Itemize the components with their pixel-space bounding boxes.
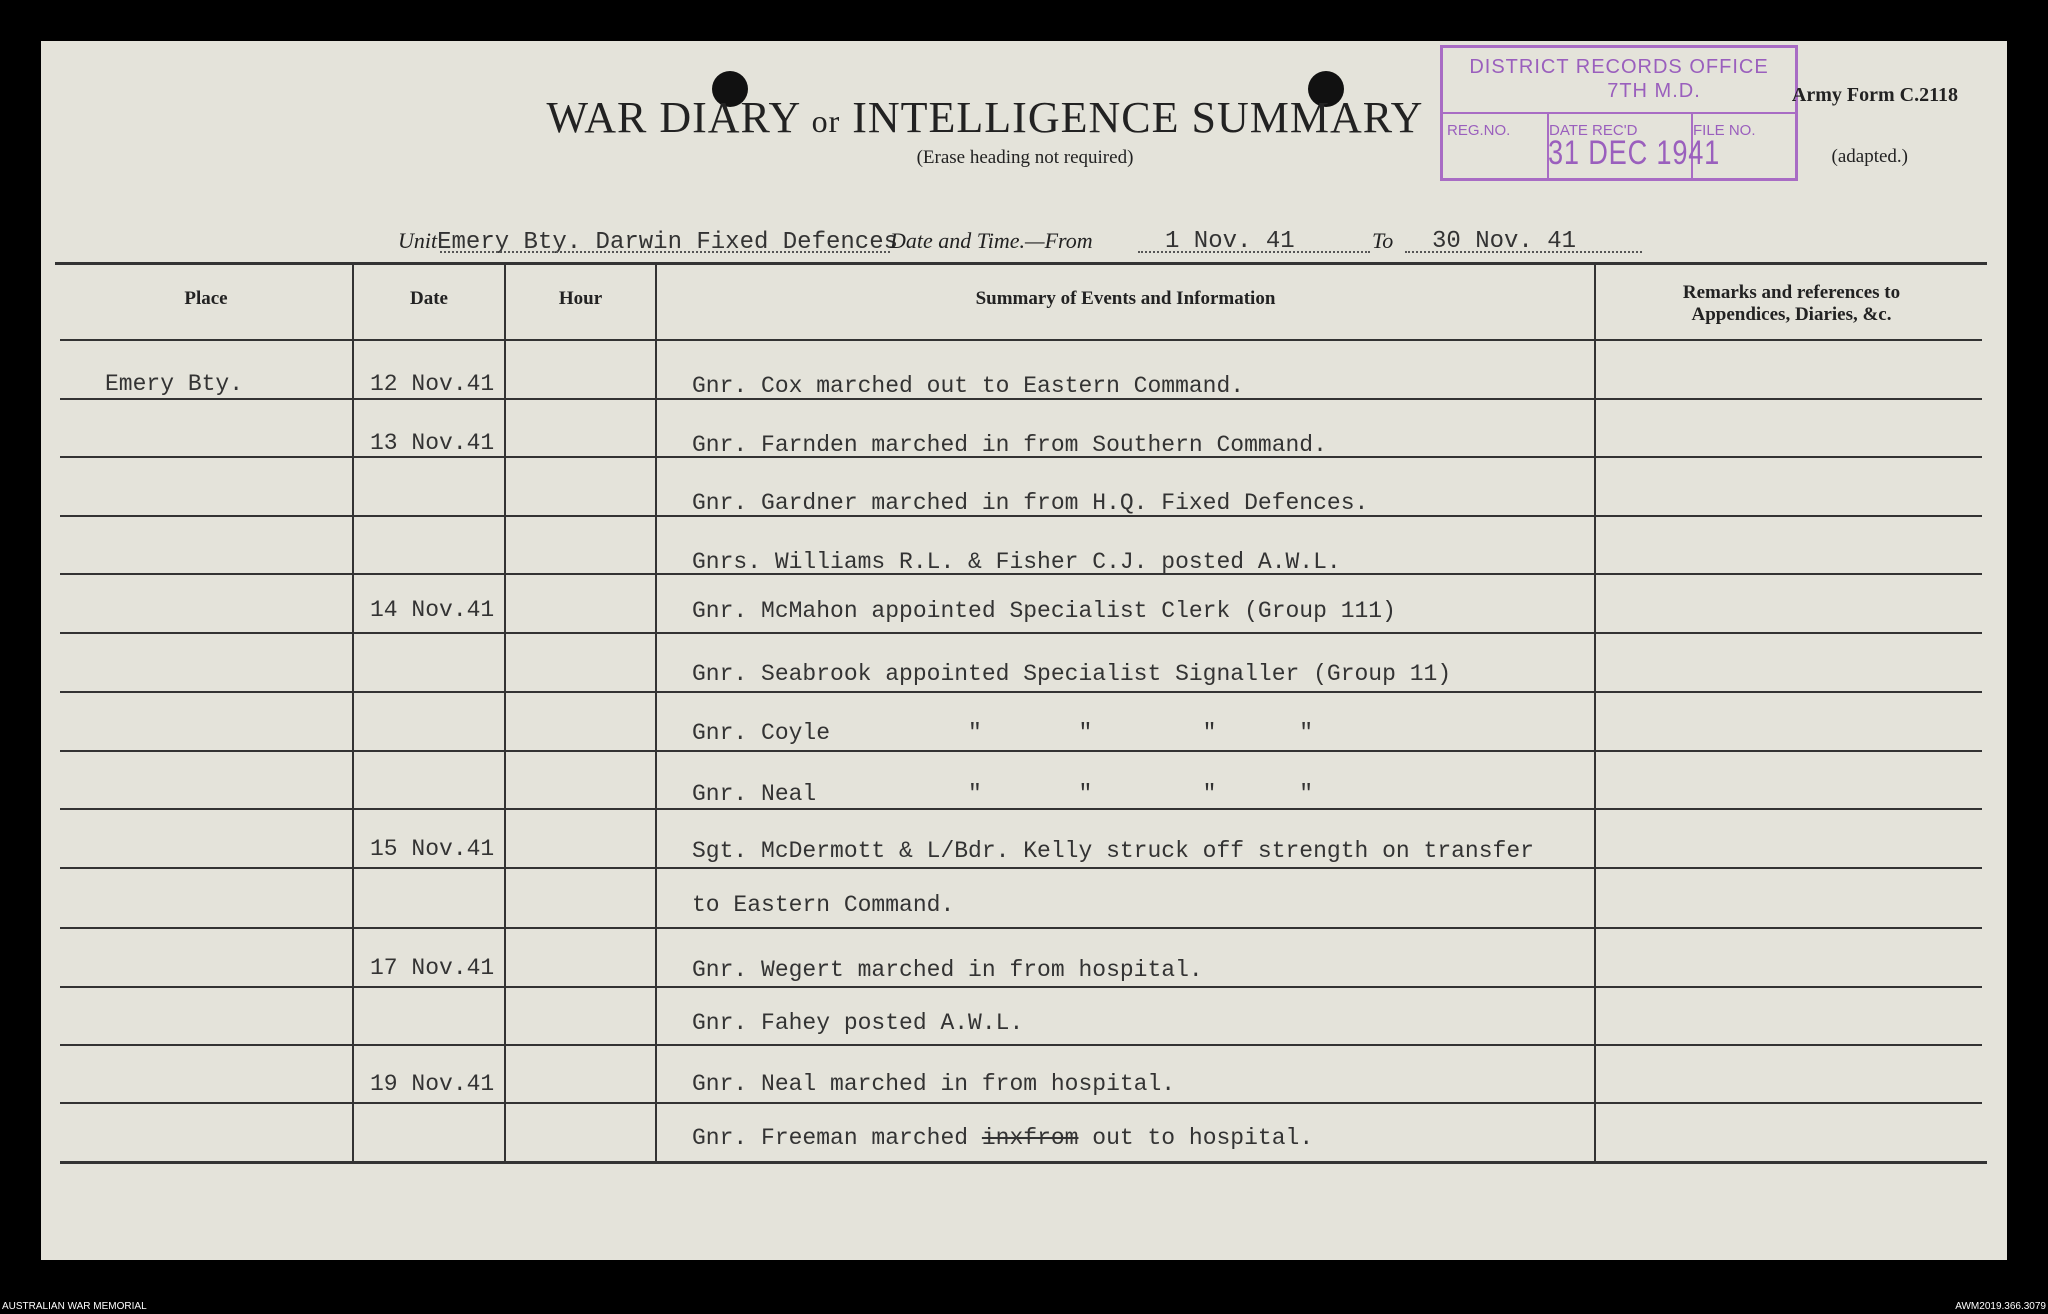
entry-summary: Gnr. Neal " " " " bbox=[692, 781, 1314, 807]
row-rule bbox=[60, 808, 1982, 810]
footer-right: AWM2019.366.3079 bbox=[1955, 1301, 2046, 1312]
row-rule bbox=[60, 632, 1982, 634]
col-header-summary: Summary of Events and Information bbox=[975, 288, 1276, 309]
stamp-file-no: FILE NO. bbox=[1693, 122, 1756, 139]
entry-summary: Gnr. McMahon appointed Specialist Clerk (Group 111) bbox=[692, 598, 1396, 624]
unit-line bbox=[398, 228, 898, 260]
page-title bbox=[520, 92, 1450, 143]
row-rule bbox=[60, 1102, 1982, 1104]
from-dotted-line bbox=[1138, 250, 1370, 253]
stamp-line-1: DISTRICT RECORDS OFFICE bbox=[1469, 56, 1769, 78]
entry-summary: Gnr. Wegert marched in from hospital. bbox=[692, 957, 1203, 983]
entry-summary: Gnr. Neal marched in from hospital. bbox=[692, 1071, 1176, 1097]
entry-date: 13 Nov.41 bbox=[370, 430, 495, 456]
col-header-remarks-line-2: Appendices, Diaries, &c. bbox=[1691, 304, 1892, 325]
entry-summary: Gnr. Cox marched out to Eastern Command. bbox=[692, 373, 1245, 399]
row-rule bbox=[60, 750, 1982, 752]
row-rule bbox=[60, 339, 1982, 341]
row-rule bbox=[60, 867, 1982, 869]
entry-summary: Gnr. Gardner marched in from H.Q. Fixed Defences. bbox=[692, 490, 1369, 516]
from-value: 1 Nov. 41 bbox=[1165, 228, 1295, 255]
entry-summary: Gnr. Fahey posted A.W.L. bbox=[692, 1010, 1024, 1036]
stamp-date-recd: DATE REC'D bbox=[1545, 114, 1693, 178]
entry-date: 15 Nov.41 bbox=[370, 836, 495, 862]
entry-summary: Sgt. McDermott & L/Bdr. Kelly struck off strength on transfer bbox=[692, 838, 1534, 864]
row-rule bbox=[60, 927, 1982, 929]
to-dotted-line bbox=[1405, 250, 1642, 253]
row-rule bbox=[60, 1044, 1982, 1046]
to-label: To bbox=[1372, 228, 1394, 253]
entry-summary: Gnrs. Williams R.L. & Fisher C.J. posted A.W.L. bbox=[692, 549, 1341, 575]
table-bottom-rule bbox=[60, 1161, 1987, 1164]
footer-left: AUSTRALIAN WAR MEMORIAL bbox=[2, 1301, 147, 1312]
entry-date: 14 Nov.41 bbox=[370, 597, 495, 623]
unit-dotted-line bbox=[440, 250, 890, 253]
entry-summary-pre: Gnr. Freeman marched bbox=[692, 1125, 982, 1151]
entry-summary: Gnr. Seabrook appointed Specialist Signaller (Group 11) bbox=[692, 661, 1452, 687]
unit-label: Unit bbox=[398, 228, 438, 253]
form-adapted: (adapted.) bbox=[1831, 146, 1908, 167]
title-part-1: WAR DIARY bbox=[546, 93, 800, 142]
col-header-date: Date bbox=[410, 288, 448, 309]
title-part-2: INTELLIGENCE SUMMARY bbox=[852, 93, 1424, 142]
col-header-remarks-line-1: Remarks and references to bbox=[1682, 282, 1901, 303]
entry-date: 17 Nov.41 bbox=[370, 955, 495, 981]
title-or: or bbox=[811, 103, 841, 139]
col-header-hour: Hour bbox=[558, 288, 603, 309]
stamp-line-2: 7TH M.D. bbox=[1607, 80, 1701, 102]
to-label-wrap bbox=[1372, 228, 1393, 260]
to-value: 30 Nov. 41 bbox=[1432, 228, 1577, 255]
entry-summary-struck: inxfrom bbox=[981, 1125, 1079, 1151]
col-header-place: Place bbox=[184, 288, 228, 309]
page-subtitle: (Erase heading not required) bbox=[916, 147, 1134, 168]
form-number: Army Form C.2118 bbox=[1791, 84, 1958, 106]
row-rule bbox=[60, 691, 1982, 693]
table-top-rule bbox=[55, 262, 1987, 265]
datetime-label: Date and Time.—From bbox=[890, 228, 1093, 253]
stamp-reg-no: REG.NO. bbox=[1443, 114, 1549, 178]
col-header-remarks bbox=[1596, 282, 1987, 326]
stamp-date: 31 DEC 1941 bbox=[1548, 134, 1721, 172]
entry-summary: Gnr. Farnden marched in from Southern Command. bbox=[692, 432, 1327, 458]
entry-date: 12 Nov.41 bbox=[370, 371, 495, 397]
entry-summary: to Eastern Command. bbox=[692, 892, 955, 918]
datetime-label-wrap bbox=[890, 228, 1093, 260]
unit-value: Emery Bty. Darwin Fixed Defences bbox=[437, 229, 898, 256]
entry-summary: Gnr. Coyle " " " " bbox=[692, 720, 1314, 746]
row-rule bbox=[60, 986, 1982, 988]
entry-place: Emery Bty. bbox=[105, 371, 244, 397]
entry-summary-post: out to hospital. bbox=[1078, 1125, 1314, 1151]
entry-summary bbox=[692, 1125, 1313, 1151]
entry-date: 19 Nov.41 bbox=[370, 1071, 495, 1097]
